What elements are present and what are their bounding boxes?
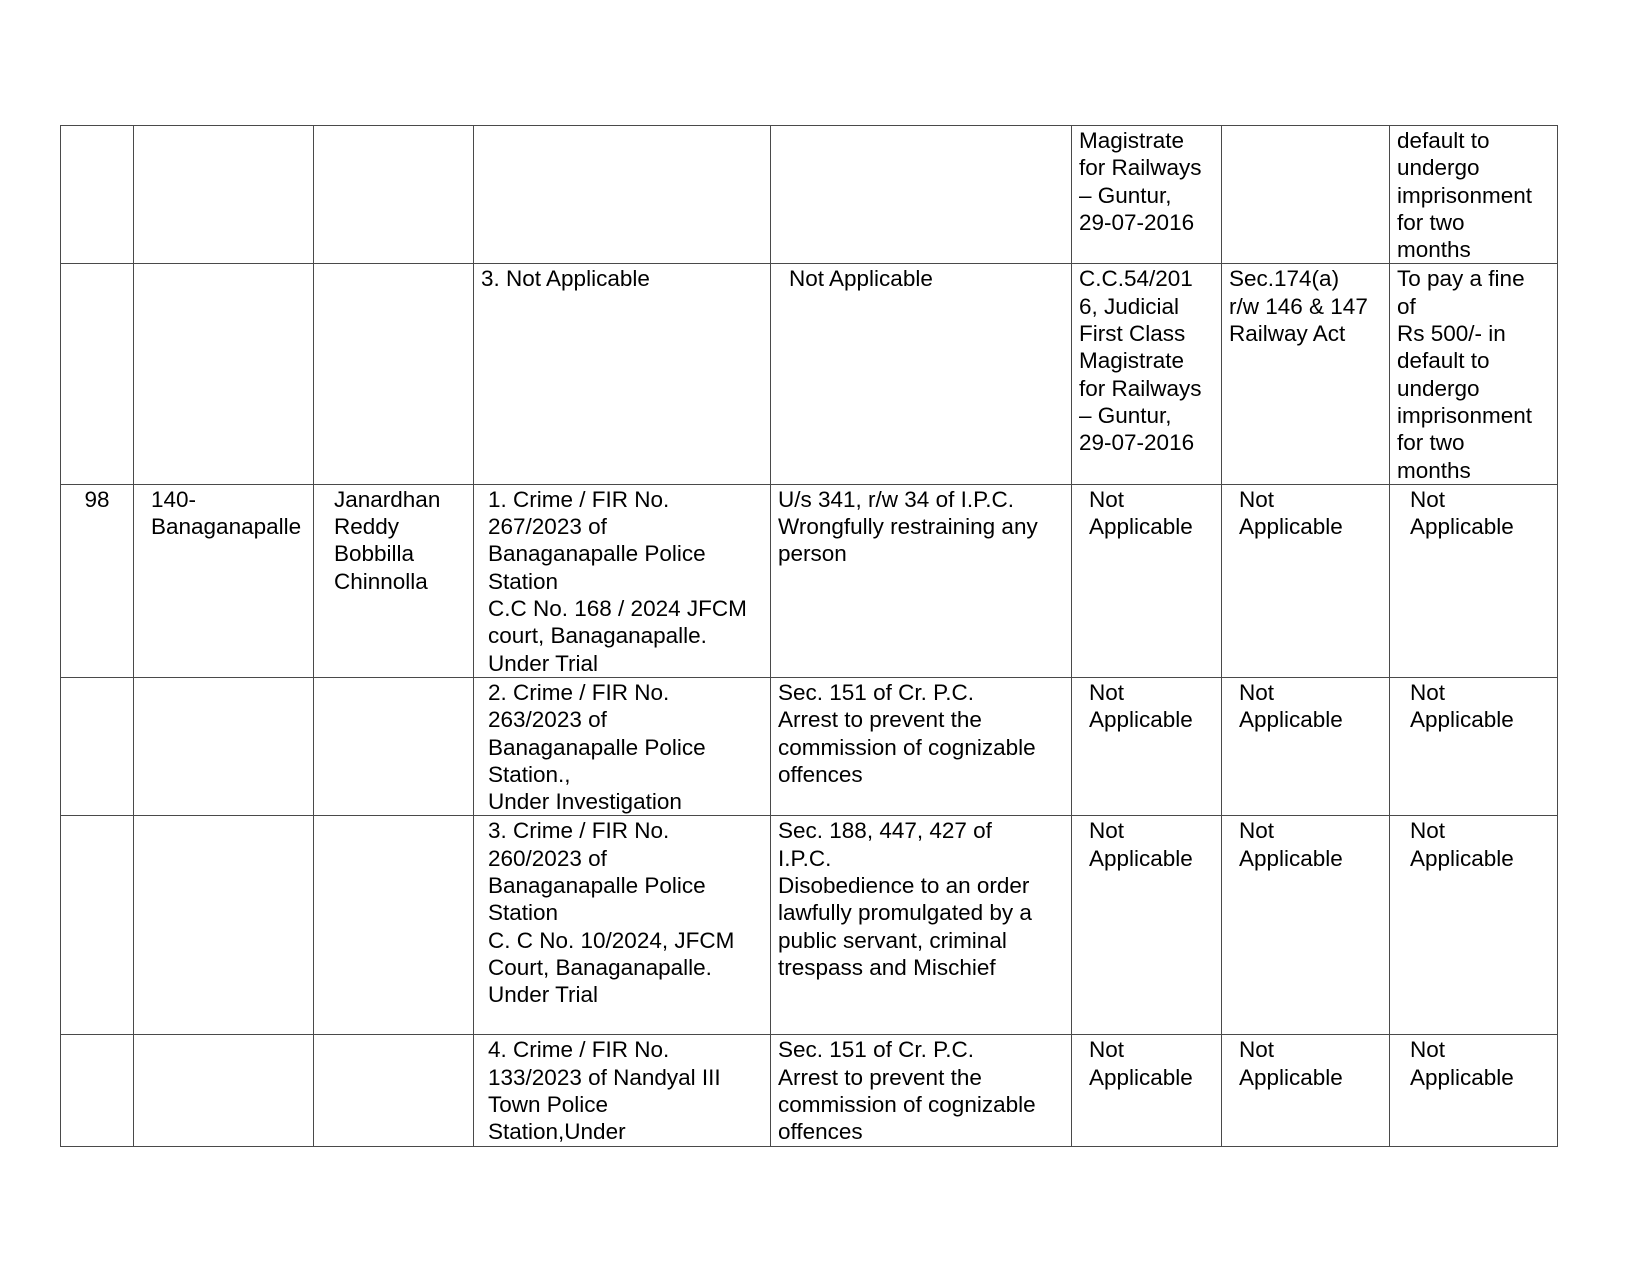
offence-cell: Sec. 188, 447, 427 of I.P.C. Disobedience to an order lawfully promulgated by a public servant, criminal trespass and Mischief <box>771 816 1072 1035</box>
punishment-cell: To pay a fine of Rs 500/- in default to undergo imprisonment for two months <box>1390 264 1558 484</box>
section-cell <box>1222 126 1390 264</box>
case-details-cell: 3. Not Applicable <box>474 264 771 484</box>
court-cell: C.C.54/201 6, Judicial First Class Magistrate for Railways – Guntur, 29-07-2016 <box>1072 264 1222 484</box>
serial-number-cell <box>61 816 134 1035</box>
candidate-name-cell <box>314 677 474 815</box>
table-row <box>61 1035 1558 1146</box>
serial-number-cell <box>61 677 134 815</box>
case-details-cell: 2. Crime / FIR No. 263/2023 of Banaganapalle Police Station., Under Investigation <box>474 677 771 815</box>
offence-cell: Sec. 151 of Cr. P.C. Arrest to prevent the commission of cognizable offences <box>771 677 1072 815</box>
punishment-cell: Not Applicable <box>1390 677 1558 815</box>
candidate-name-cell <box>314 126 474 264</box>
section-cell: Sec.174(a) r/w 146 & 147 Railway Act <box>1222 264 1390 484</box>
candidate-name-cell <box>314 1035 474 1146</box>
table-row <box>61 677 1558 815</box>
section-cell: Not Applicable <box>1222 816 1390 1035</box>
serial-number-cell <box>61 1035 134 1146</box>
candidate-name-cell <box>314 264 474 484</box>
constituency-cell <box>134 816 314 1035</box>
constituency-cell <box>134 1035 314 1146</box>
constituency-cell <box>134 677 314 815</box>
court-cell: Not Applicable <box>1072 677 1222 815</box>
court-cell: Not Applicable <box>1072 1035 1222 1146</box>
court-cell: Not Applicable <box>1072 816 1222 1035</box>
offence-cell: Sec. 151 of Cr. P.C. Arrest to prevent the commission of cognizable offences <box>771 1035 1072 1146</box>
constituency-cell <box>134 264 314 484</box>
case-details-table <box>60 125 1558 1147</box>
section-cell: Not Applicable <box>1222 484 1390 677</box>
case-details-cell: 1. Crime / FIR No. 267/2023 of Banaganapalle Police Station C.C No. 168 / 2024 JFCM court, Banaganapalle. Under Trial <box>474 484 771 677</box>
serial-number-cell <box>61 126 134 264</box>
serial-number-cell <box>61 264 134 484</box>
punishment-cell: Not Applicable <box>1390 484 1558 677</box>
constituency-cell <box>134 126 314 264</box>
section-cell: Not Applicable <box>1222 1035 1390 1146</box>
section-cell: Not Applicable <box>1222 677 1390 815</box>
punishment-cell: Not Applicable <box>1390 816 1558 1035</box>
court-cell: Magistrate for Railways – Guntur, 29-07-2016 <box>1072 126 1222 264</box>
candidate-name-cell <box>314 816 474 1035</box>
table-row <box>61 816 1558 1035</box>
constituency-cell: 140- Banaganapalle <box>134 484 314 677</box>
offence-cell: U/s 341, r/w 34 of I.P.C. Wrongfully restraining any person <box>771 484 1072 677</box>
punishment-cell: default to undergo imprisonment for two months <box>1390 126 1558 264</box>
table-row <box>61 264 1558 484</box>
offence-cell: Not Applicable <box>771 264 1072 484</box>
candidate-name-cell: Janardhan Reddy Bobbilla Chinnolla <box>314 484 474 677</box>
punishment-cell: Not Applicable <box>1390 1035 1558 1146</box>
serial-number-cell: 98 <box>61 484 134 677</box>
offence-cell <box>771 126 1072 264</box>
case-details-cell: 4. Crime / FIR No. 133/2023 of Nandyal III Town Police Station,Under <box>474 1035 771 1146</box>
case-details-cell <box>474 126 771 264</box>
table-row <box>61 126 1558 264</box>
court-cell: Not Applicable <box>1072 484 1222 677</box>
table-row <box>61 484 1558 677</box>
case-details-cell: 3. Crime / FIR No. 260/2023 of Banaganapalle Police Station C. C No. 10/2024, JFCM Court, Banaganapalle. Under Trial <box>474 816 771 1035</box>
